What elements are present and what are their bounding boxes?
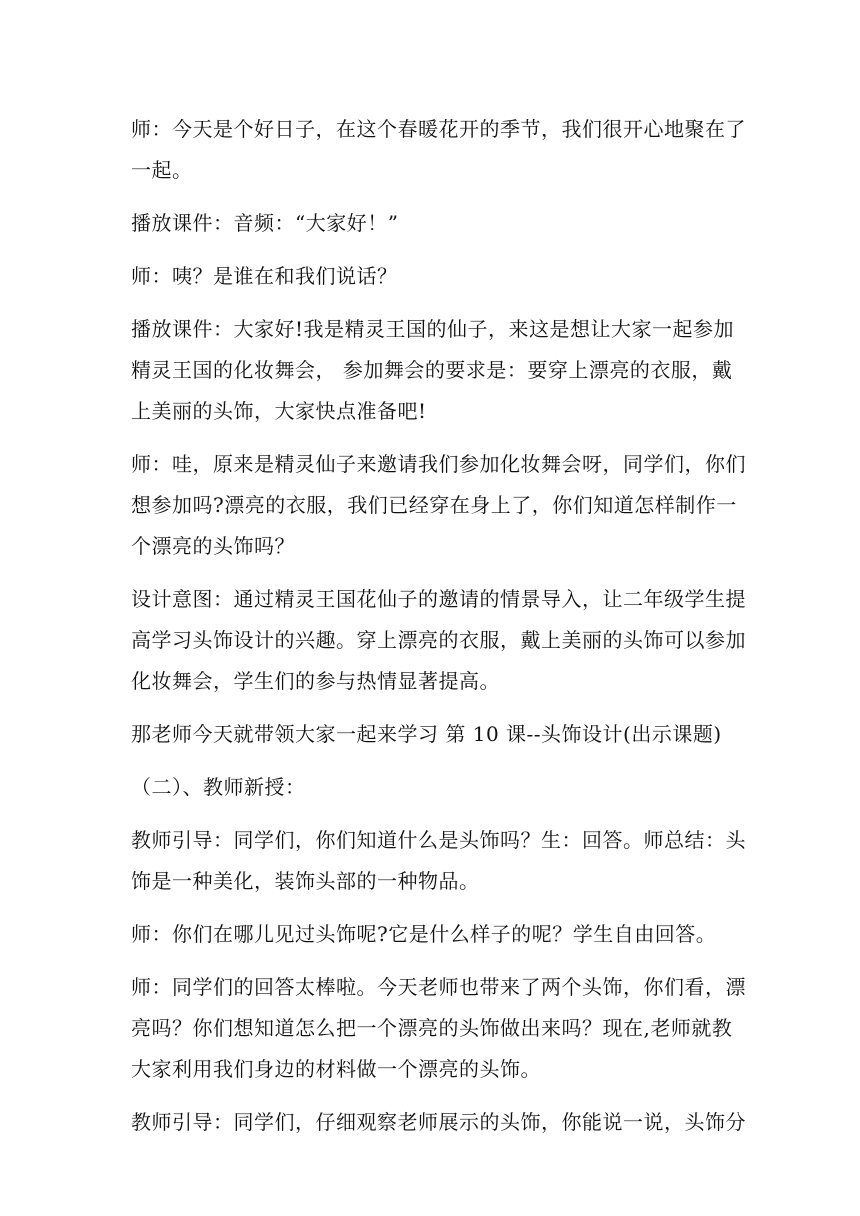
paragraph-teacher-praise xyxy=(131,967,746,1090)
text-line: 精灵王国的化妆舞会， 参加舞会的要求是：要穿上漂亮的衣服，戴 xyxy=(131,358,733,382)
paragraph-teacher-guide-2 xyxy=(131,1102,746,1143)
paragraph-teacher-guide-1 xyxy=(131,820,746,902)
paragraph-teacher-response xyxy=(131,444,746,567)
paragraph-design-intent xyxy=(131,579,746,702)
text-line: 教师引导：同学们，你们知道什么是头饰吗？生：回答。师总结：头 xyxy=(131,828,746,852)
text-line: 想参加吗?漂亮的衣服，我们已经穿在身上了，你们知道怎样制作一 xyxy=(131,493,737,517)
text-line: 设计意图：通过精灵王国花仙子的邀请的情景导入，让二年级学生提 xyxy=(131,587,746,611)
section-heading xyxy=(131,767,731,808)
text-line: 高学习头饰设计的兴趣。穿上漂亮的衣服，戴上美丽的头饰可以参加 xyxy=(131,628,746,652)
paragraph-audio xyxy=(131,203,731,244)
text-line: 师：你们在哪儿见过头饰呢?它是什么样子的呢？学生自由回答。 xyxy=(131,922,717,946)
text-line: 播放课件：大家好!我是精灵王国的仙子，来这是想让大家一起参加 xyxy=(131,317,735,341)
text-line: 化妆舞会，学生们的参与热情显著提高。 xyxy=(131,669,500,693)
text-line: 师：咦？是谁在和我们说话？ xyxy=(131,264,398,288)
paragraph-question xyxy=(131,256,731,297)
text-line: 饰是一种美化，装饰头部的一种物品。 xyxy=(131,869,480,893)
text-line: 亮吗？你们想知道怎么把一个漂亮的头饰做出来吗？现在,老师就教 xyxy=(131,1016,733,1040)
text-line: 师：今天是个好日子，在这个春暖花开的季节，我们很开心地聚在了 xyxy=(131,117,746,141)
text-line: 上美丽的头饰，大家快点准备吧! xyxy=(131,399,427,423)
paragraph-where-seen xyxy=(131,914,731,955)
paragraph-lesson-title xyxy=(131,714,731,755)
text-line: 一起。 xyxy=(131,158,193,182)
paragraph-fairy-invite xyxy=(131,309,735,432)
paragraph-intro xyxy=(131,109,746,191)
document-body xyxy=(131,109,746,1155)
text-line: 个漂亮的头饰吗？ xyxy=(131,534,295,558)
text-line: 播放课件：音频：“大家好！” xyxy=(131,211,399,235)
text-line: 师：同学们的回答太棒啦。今天老师也带来了两个头饰，你们看，漂 xyxy=(131,975,746,999)
text-line: （二）、教师新授： xyxy=(131,775,306,799)
text-line: 大家利用我们身边的材料做一个漂亮的头饰。 xyxy=(131,1057,541,1081)
text-line: 师：哇，原来是精灵仙子来邀请我们参加化妆舞会呀，同学们，你们 xyxy=(131,452,746,476)
text-line: 那老师今天就带领大家一起来学习 第 10 课--头饰设计(出示课题) xyxy=(131,722,722,746)
text-line: 教师引导：同学们，仔细观察老师展示的头饰，你能说一说，头饰分 xyxy=(131,1110,746,1134)
